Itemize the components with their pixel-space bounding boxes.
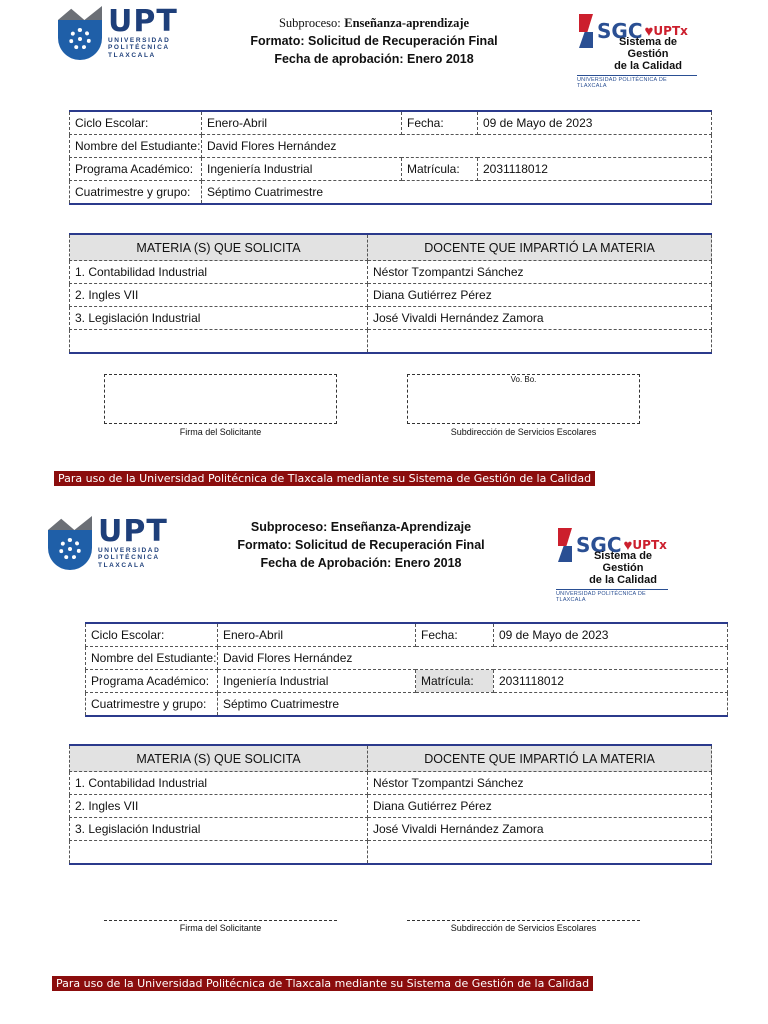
materia-header: MATERIA (S) QUE SOLICITA [70,745,368,772]
matricula-value: 2031118012 [478,158,712,181]
heart-icon: ♥ [623,536,633,554]
table-header-row [70,234,712,261]
table-row [86,693,728,717]
fecha-aprobacion: Fecha de Aprobación: Enero 2018 [260,556,462,570]
upt-logo-line: UNIVERSIDAD [98,546,161,554]
materia-cell: 3. Legislación Industrial [70,307,368,330]
table-row [70,772,712,795]
upt-logo [58,3,178,60]
table-row [70,307,712,330]
sgc-brand: SGC [597,19,643,43]
docente-header: DOCENTE QUE IMPARTIÓ LA MATERIA [368,745,712,772]
sgc-foot: UNIVERSIDAD POLITÉCNICA DE TLAXCALA [577,75,697,89]
fecha-value: 09 de Mayo de 2023 [478,111,712,135]
upt-logo [48,513,168,570]
upt-logo-line: UNIVERSIDAD [108,36,171,44]
empty-cell [368,330,712,354]
sgc-line: de la Calidad [589,574,657,586]
empty-cell [70,330,368,354]
matricula-value: 2031118012 [494,670,728,693]
docente-cell: José Vivaldi Hernández Zamora [368,307,712,330]
upt-seal-icon [48,516,92,570]
student-info-table [85,622,728,717]
ciclo-label: Ciclo Escolar: [86,623,218,647]
sgc-uptx: UPTx [632,538,667,552]
matricula-label: Matrícula: [402,158,478,181]
fecha-label: Fecha: [416,623,494,647]
table-row-empty [70,841,712,865]
upt-logo-name: UPT [108,3,178,39]
sgc-mark-icon [556,528,574,562]
cuatri-value: Séptimo Cuatrimestre [218,693,728,717]
nombre-value: David Flores Hernández [218,647,728,670]
upt-logo-line: TLAXCALA [98,561,146,569]
table-row [70,111,712,135]
programa-value: Ingeniería Industrial [218,670,416,693]
subjects-table [69,744,712,865]
docente-header: DOCENTE QUE IMPARTIÓ LA MATERIA [368,234,712,261]
fecha-value: 09 de Mayo de 2023 [494,623,728,647]
signature-caption-solicitante: Firma del Solicitante [179,923,262,933]
sgc-logo [556,528,668,603]
subproceso-title: Subproceso: Enseñanza-Aprendizaje [250,520,472,534]
ciclo-value: Enero-Abril [202,111,402,135]
table-row-empty [70,330,712,354]
materia-cell: 3. Legislación Industrial [70,818,368,841]
sgc-logo [577,14,697,89]
materia-header: MATERIA (S) QUE SOLICITA [70,234,368,261]
docente-cell: Néstor Tzompantzi Sánchez [368,261,712,284]
table-row [70,795,712,818]
docente-cell: José Vivaldi Hernández Zamora [368,818,712,841]
nombre-label: Nombre del Estudiante: [86,647,218,670]
fecha-label: Fecha: [402,111,478,135]
sgc-line: Sistema de Gestión [593,550,653,574]
signature-line-solicitante[interactable] [104,920,337,921]
programa-value: Ingeniería Industrial [202,158,402,181]
upt-logo-line: POLITÉCNICA [98,554,160,562]
vobo-label: Vo. Bo. [510,375,537,384]
table-header-row [70,745,712,772]
upt-logo-name: UPT [98,513,168,549]
nombre-value: David Flores Hernández [202,135,712,158]
subproceso-value: Enseñanza-aprendizaje [344,16,470,30]
cuatri-label: Cuatrimestre y grupo: [86,693,218,717]
signature-caption-subdireccion: Subdirección de Servicios Escolares [450,923,597,933]
empty-cell [70,841,368,865]
sgc-mark-icon [577,14,595,48]
subjects-table [69,233,712,354]
quality-banner: Para uso de la Universidad Politécnica de Tlaxcala mediante su Sistema de Gestión de la Calidad [52,976,593,991]
table-row [70,181,712,205]
table-row [86,647,728,670]
materia-cell: 2. Ingles VII [70,284,368,307]
docente-cell: Diana Gutiérrez Pérez [368,795,712,818]
signature-box-solicitante[interactable] [104,374,337,424]
subproceso-label: Subproceso: [278,16,341,30]
table-row [86,623,728,647]
upt-logo-line: TLAXCALA [108,51,156,59]
materia-cell: 1. Contabilidad Industrial [70,772,368,795]
matricula-label: Matrícula: [416,670,494,693]
table-row [70,284,712,307]
heart-icon: ♥ [644,22,654,40]
materia-cell: 1. Contabilidad Industrial [70,261,368,284]
sgc-brand: SGC [576,533,622,557]
empty-cell [368,841,712,865]
quality-banner: Para uso de la Universidad Politécnica de Tlaxcala mediante su Sistema de Gestión de la Calidad [54,471,595,486]
cuatri-label: Cuatrimestre y grupo: [70,181,202,205]
table-row [70,818,712,841]
table-row [70,261,712,284]
ciclo-label: Ciclo Escolar: [70,111,202,135]
docente-cell: Néstor Tzompantzi Sánchez [368,772,712,795]
materia-cell: 2. Ingles VII [70,795,368,818]
formato-title: Formato: Solicitud de Recuperación Final [237,538,485,552]
signature-caption-solicitante: Firma del Solicitante [179,427,262,437]
form-header [224,14,524,68]
nombre-label: Nombre del Estudiante: [70,135,202,158]
sgc-line: de la Calidad [614,60,682,72]
sgc-line: Sistema de Gestión [618,36,678,60]
sgc-foot: UNIVERSIDAD POLITÉCNICA DE TLAXCALA [556,589,668,603]
upt-logo-line: POLITÉCNICA [108,44,170,52]
ciclo-value: Enero-Abril [218,623,416,647]
table-row [86,670,728,693]
signature-caption-subdireccion: Subdirección de Servicios Escolares [450,427,597,437]
programa-label: Programa Académico: [70,158,202,181]
cuatri-value: Séptimo Cuatrimestre [202,181,712,205]
signature-line-subdireccion[interactable] [407,920,640,921]
table-row [70,158,712,181]
docente-cell: Diana Gutiérrez Pérez [368,284,712,307]
upt-seal-icon [58,6,102,60]
fecha-aprobacion: Fecha de aprobación: Enero 2018 [274,52,474,66]
student-info-table [69,110,712,205]
sgc-uptx: UPTx [653,24,688,38]
form-header [211,518,511,572]
formato-title: Formato: Solicitud de Recuperación Final [250,34,498,48]
table-row [70,135,712,158]
programa-label: Programa Académico: [86,670,218,693]
